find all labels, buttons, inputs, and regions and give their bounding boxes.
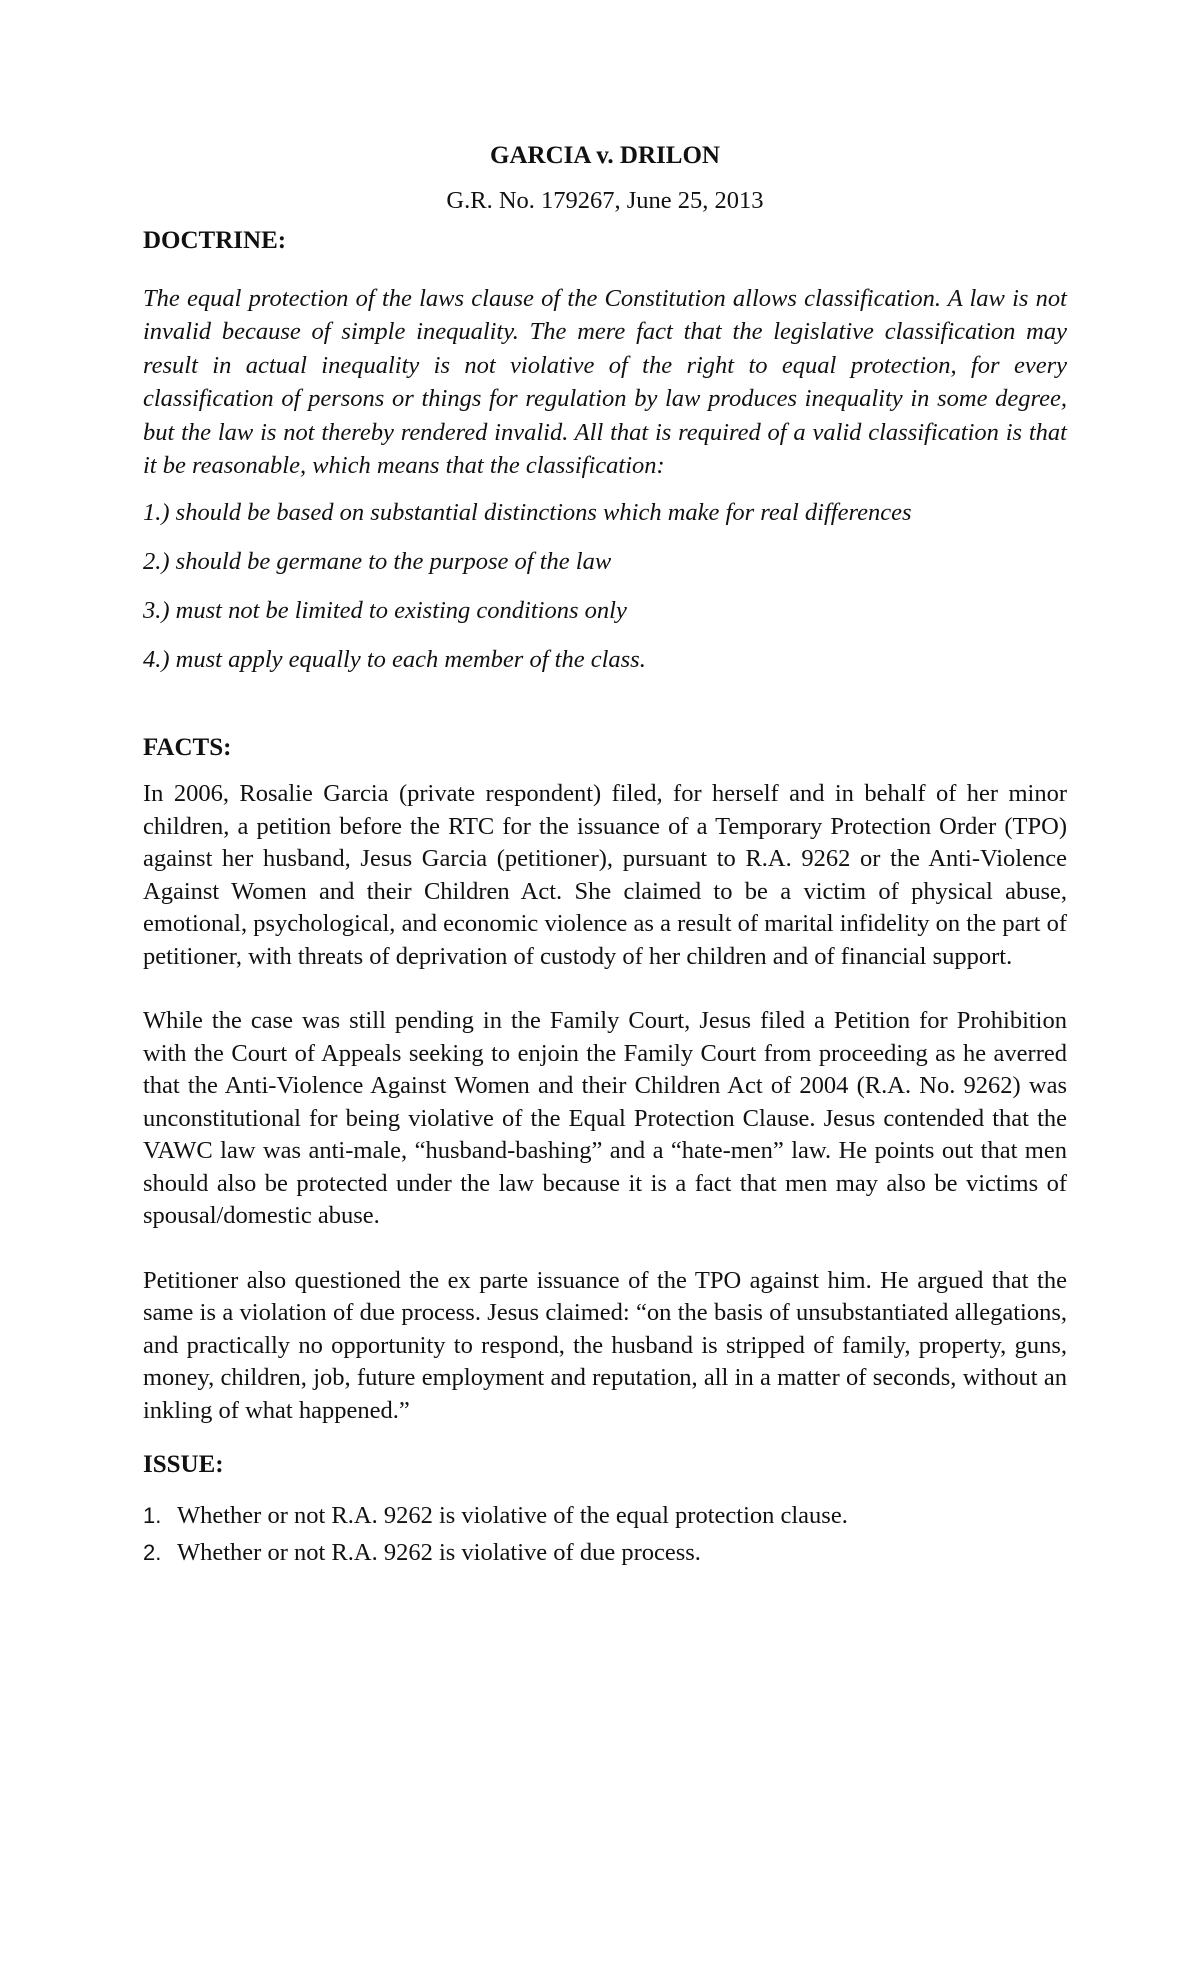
issue-list <box>143 1500 1067 1570</box>
issue-item <box>143 1537 1067 1570</box>
facts-paragraph: While the case was still pending in the Family Court, Jesus filed a Petition for Prohibition with the Court of Appeals seeking to enjoin the Family Court from proceeding as he averred that the Anti-Violence Against Women and their Children Act of 2004 (R.A. No. 9262) was unconstitutional for being violative of the Equal Protection Clause. Jesus contended that the VAWC law was anti-male, “husband-bashing” and a “hate-men” law. He points out that men should also be protected under the law because it is a fact that men may also be victims of spousal/domestic abuse. <box>143 1007 1067 1229</box>
doctrine-heading: DOCTRINE: <box>143 227 287 254</box>
case-citation: G.R. No. 179267, June 25, 2013 <box>446 186 764 214</box>
doctrine-requirements-list <box>143 497 1067 676</box>
issue-item <box>143 1500 1067 1533</box>
facts-heading: FACTS: <box>143 733 232 761</box>
doctrine-text: The equal protection of the laws clause of the Constitution allows classification. A law is not invalid because of simple inequality. The mere fact that the legislative classification may result in actual inequality is not violative of the right to equal protection, for every classification of persons or things for regulation by law produces inequality in some degree, but the law is not thereby rendered invalid. All that is required of a valid classification is that it be reasonable, which means that the classification: <box>143 284 1067 479</box>
issue-number: 2. <box>143 1540 162 1565</box>
requirement-item: 2.) should be germane to the purpose of the law <box>143 547 612 575</box>
facts-paragraph: Petitioner also questioned the ex parte issuance of the TPO against him. He argued that the same is a violation of due process. Jesus claimed: “on the basis of unsubstantiated allegations, and practically no opportunity to respond, the husband is stripped of family, property, guns, money, children, job, future employment and reputation, all in a matter of seconds, without an inkling of what happened.” <box>143 1266 1067 1424</box>
requirement-item: 4.) must apply equally to each member of the class. <box>143 645 646 673</box>
issue-text: Whether or not R.A. 9262 is violative of due process. <box>177 1539 701 1566</box>
issue-heading: ISSUE: <box>143 1451 224 1478</box>
requirement-item: 3.) must not be limited to existing conditions only <box>143 596 627 624</box>
issue-number: 1. <box>143 1502 162 1528</box>
facts-paragraph: In 2006, Rosalie Garcia (private respondent) filed, for herself and in behalf of her minor children, a petition before the RTC for the issuance of a Temporary Protection Order (TPO) against her husband, Jesus Garcia (petitioner), pursuant to R.A. 9262 or the Anti-Violence Against Women and their Children Act. She claimed to be a victim of physical abuse, emotional, psychological, and economic violence as a result of marital infidelity on the part of petitioner, with threats of deprivation of custody of her children and of financial support. <box>143 780 1067 970</box>
requirement-item: 1.) should be based on substantial distinctions which make for real differences <box>143 498 912 526</box>
document-body <box>143 140 1067 1575</box>
case-title: GARCIA v. DRILON <box>490 142 720 169</box>
issue-text: Whether or not R.A. 9262 is violative of the equal protection clause. <box>177 1501 848 1529</box>
